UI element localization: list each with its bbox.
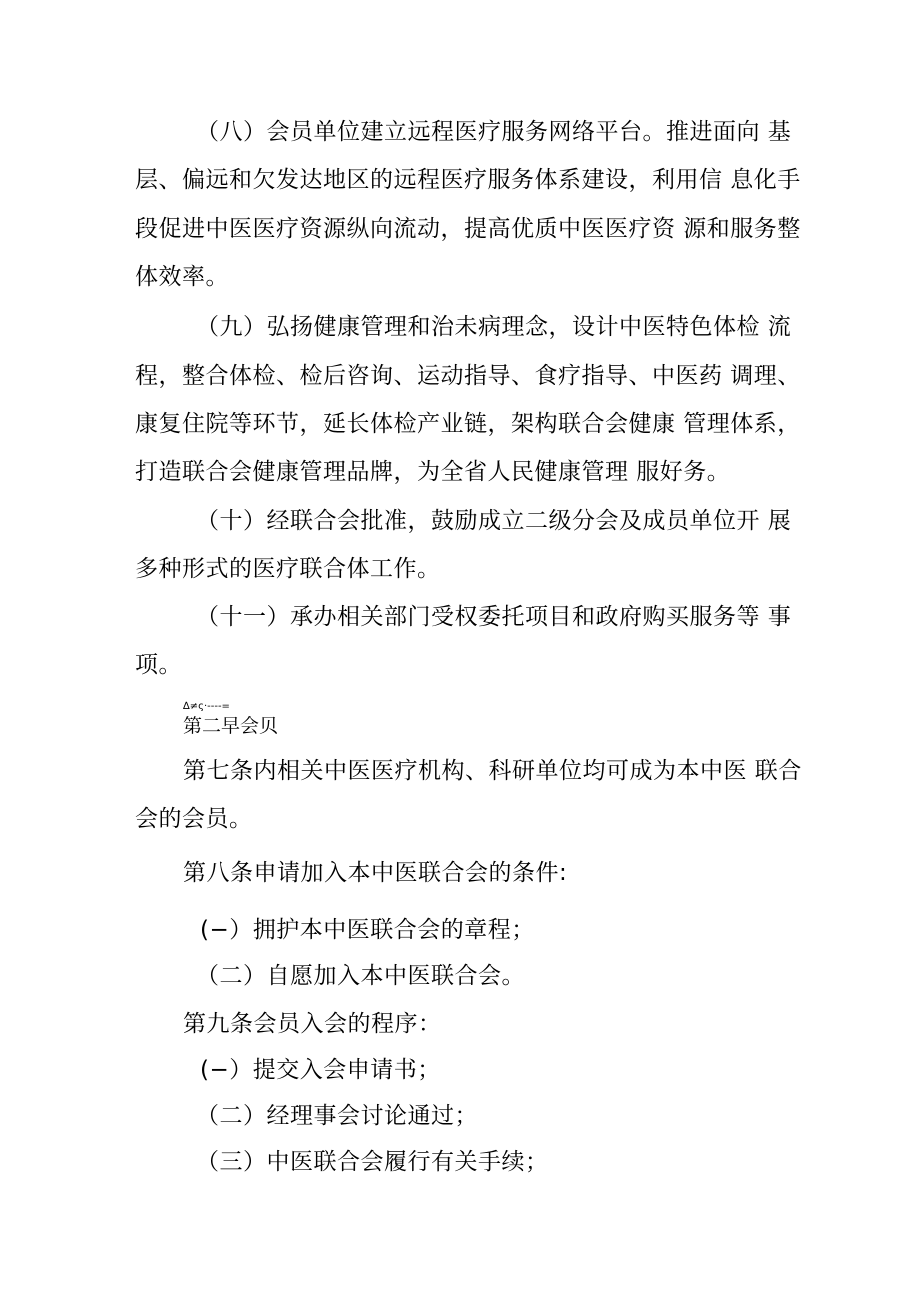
article-9-title: 第九条会员入会的程序： xyxy=(183,1011,442,1037)
paragraph-8-line-3: 段促进中医医疗资源纵向流动，提高优质中医医疗资 源和服务整 xyxy=(135,216,801,242)
article-8-title: 第八条申请加入本中医联合会的条件: xyxy=(183,860,568,886)
paragraph-9-line-3: 康复住院等环节，延长体检产业链，架构联合会健康 管理体系， xyxy=(135,411,801,437)
article-8-item-1: (−）拥护本中医联合会的章程； xyxy=(200,917,535,943)
scan-artifact-line: ∆≠ς·----= xyxy=(183,701,230,712)
paragraph-9-line-1: （九）弘扬健康管理和治未病理念，设计中医特色体检 流 xyxy=(196,314,792,340)
paragraph-8-line-4: 体效率。 xyxy=(135,264,229,290)
paragraph-8-line-1: （八）会员单位建立远程医疗服务网络平台。推进面向 基 xyxy=(196,119,792,145)
paragraph-8-line-2: 层、偏远和欠发达地区的远程医疗服务体系建设，利用信 息化手 xyxy=(135,167,801,193)
paragraph-10-line-1: （十）经联合会批准，鼓励成立二级分会及成员单位开 展 xyxy=(196,508,792,534)
chapter-heading: 第二早会贝 xyxy=(183,715,279,737)
paragraph-11-line-2: 项。 xyxy=(135,652,182,678)
article-9-item-2: （二）经理事会讨论通过； xyxy=(196,1103,478,1129)
article-8-item-2: （二）自愿加入本中医联合会。 xyxy=(196,963,525,989)
article-7-line-2: 会的会员。 xyxy=(135,806,253,832)
paragraph-9-line-2: 程，整合体检、检后咨询、运动指导、食疗指导、中医药 调理、 xyxy=(135,363,801,389)
article-9-item-3: （三）中医联合会履行有关手续； xyxy=(196,1149,549,1175)
article-9-item-1: (−）提交入会申请书； xyxy=(200,1057,441,1083)
paragraph-9-line-4: 打造联合会健康管理品牌，为全省人民健康管理 服好务。 xyxy=(135,459,731,485)
article-7-line-1: 第七条内相关中医医疗机构、科研单位均可成为本中医 联合 xyxy=(183,758,802,784)
paragraph-11-line-1: （十一）承办相关部门受权委托项目和政府购买服务等 事 xyxy=(196,604,792,630)
paragraph-10-line-2: 多种形式的医疗联合体工作。 xyxy=(135,556,441,582)
